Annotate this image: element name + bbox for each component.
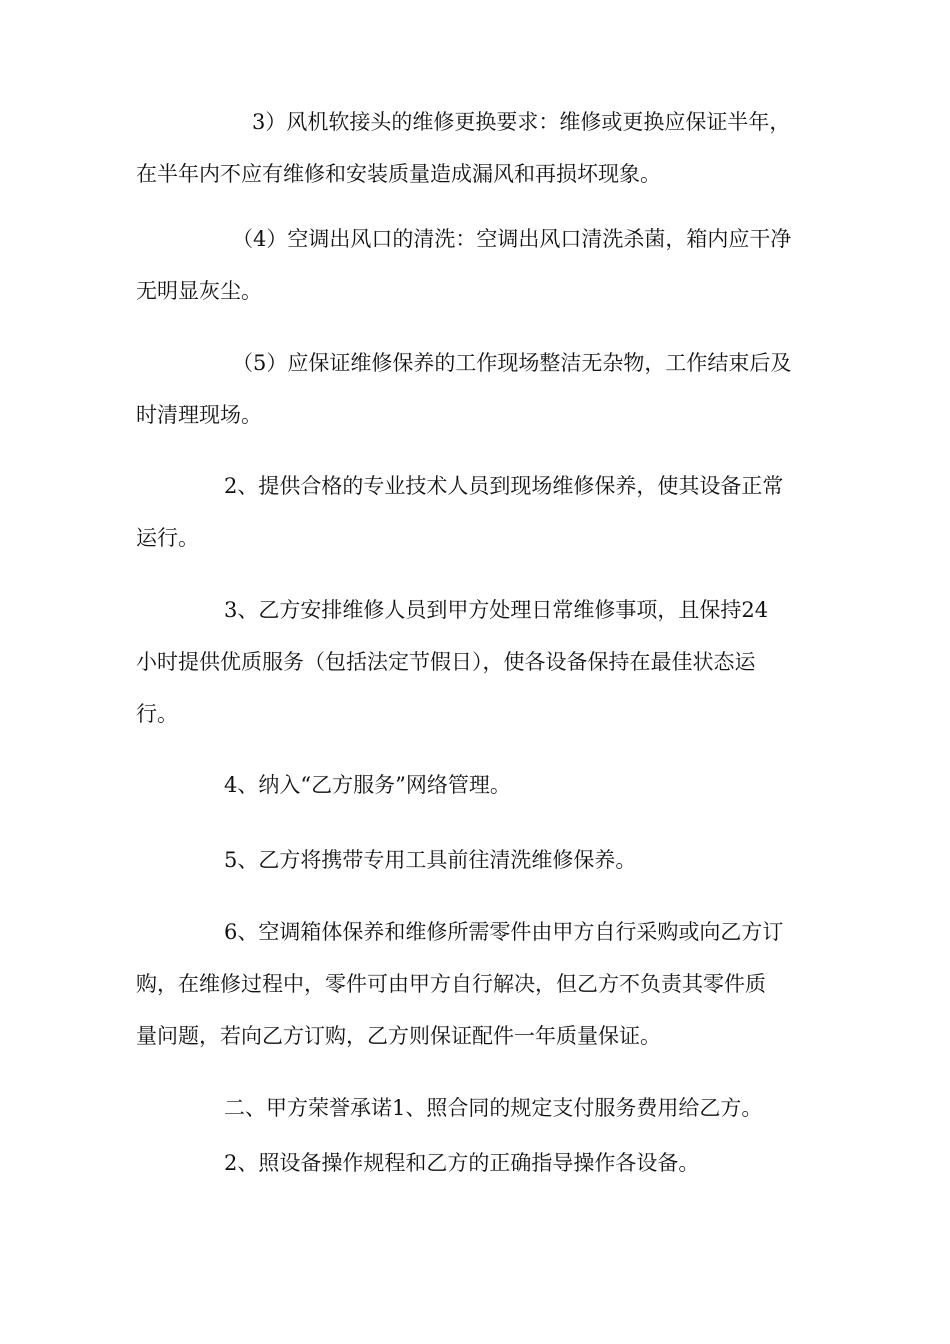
paragraph-line: （4）空调出风口的清洗：空调出风口清洗杀菌，箱内应干净	[232, 227, 792, 251]
paragraph-line: 行。	[136, 702, 178, 726]
paragraph-line: 6、空调箱体保养和维修所需零件由甲方自行采购或向乙方订	[224, 920, 784, 944]
paragraph-air-outlet-cleaning	[136, 213, 816, 317]
paragraph-network-management	[136, 759, 816, 811]
paragraph-worksite-clean	[136, 337, 816, 441]
paragraph-line: 在半年内不应有维修和安装质量造成漏风和再损坏现象。	[136, 162, 661, 186]
paragraph-fan-joint	[136, 96, 816, 200]
paragraph-technicians	[136, 460, 816, 564]
paragraph-line: 二、甲方荣誉承诺1、照合同的规定支付服务费用给乙方。	[224, 1096, 763, 1120]
paragraph-operation-rules	[136, 1137, 816, 1189]
paragraph-line: 小时提供优质服务（包括法定节假日），使各设备保持在最佳状态运	[136, 650, 756, 674]
paragraph-line: 运行。	[136, 526, 199, 550]
paragraph-line: 时清理现场。	[136, 403, 262, 427]
paragraph-line: 5、乙方将携带专用工具前往清洗维修保养。	[224, 848, 637, 872]
paragraph-line: 2、提供合格的专业技术人员到现场维修保养，使其设备正常	[224, 474, 784, 498]
paragraph-tools	[136, 834, 816, 886]
paragraph-line: 2、照设备操作规程和乙方的正确指导操作各设备。	[224, 1151, 700, 1175]
paragraph-line: 量问题，若向乙方订购，乙方则保证配件一年质量保证。	[136, 1024, 661, 1048]
paragraph-parts-procurement	[136, 906, 816, 1062]
paragraph-24h-service	[136, 584, 816, 740]
paragraph-party-a-commitment	[136, 1082, 816, 1134]
paragraph-line: 3）风机软接头的维修更换要求：维修或更换应保证半年，	[252, 110, 791, 134]
paragraph-line: 购，在维修过程中，零件可由甲方自行解决，但乙方不负责其零件质	[136, 972, 766, 996]
paragraph-line: 4、纳入“乙方服务”网络管理。	[224, 773, 511, 797]
paragraph-line: （5）应保证维修保养的工作现场整洁无杂物，工作结束后及	[232, 351, 792, 375]
paragraph-line: 3、乙方安排维修人员到甲方处理日常维修事项，且保持24	[224, 598, 769, 622]
paragraph-line: 无明显灰尘。	[136, 279, 262, 303]
